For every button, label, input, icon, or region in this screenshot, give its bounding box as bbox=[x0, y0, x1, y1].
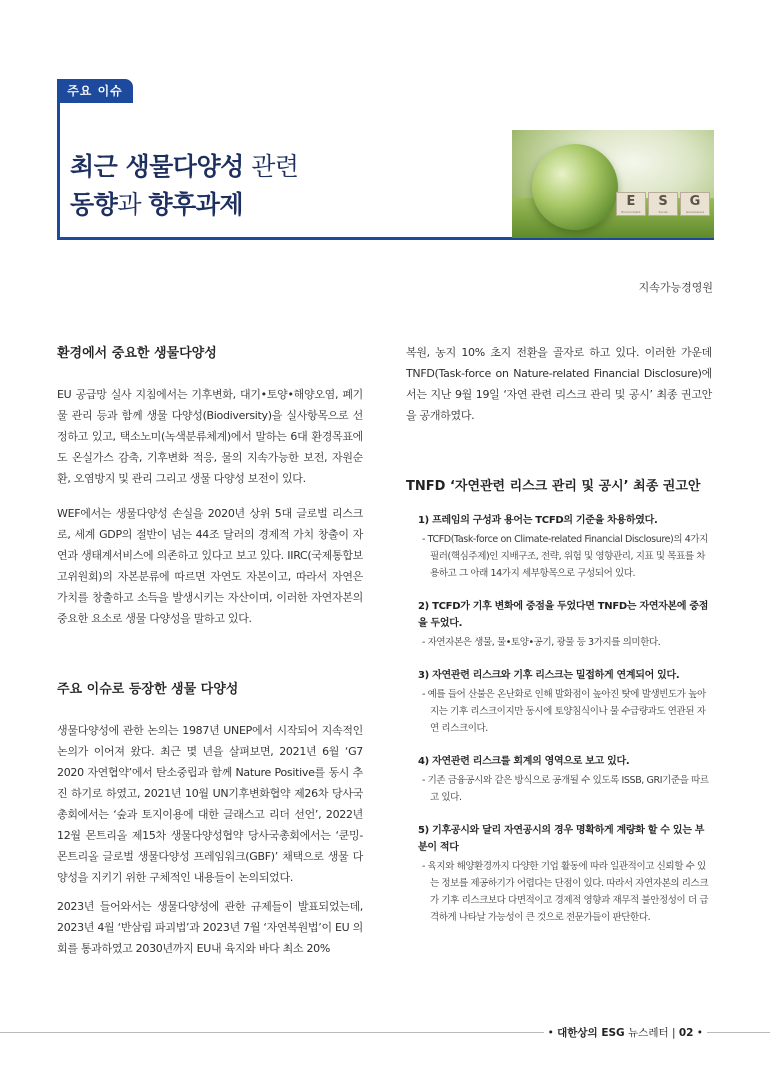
esg-block-s: S Social bbox=[648, 192, 678, 216]
paragraph: 생물다양성에 관한 논의는 1987년 UNEP에서 시작되어 지속적인 논의가 이어져 왔다. 최근 몇 년을 살펴보면, 2021년 6월 ‘G7 2020 자연협약’에서 탄소중립과 함께 Nature Positive를 동시 추진 하기로 하였고, 2021년 10월 UN기후변화협약 제26차 당사국총회에서는 ‘숲과 토지이용에 대한 글래스고 리더 선언’, 2022년 12월 몬트리올 제15차 생물다양성협약 당사국총회에서는 ‘쿤밍-몬트리올 글로벌 생물다양성 프레임워크(GBF)’ 채택으로 생물 다양성을 지키기 위한 구체적인 내용들이 논의되었다. bbox=[57, 724, 363, 884]
author: 지속가능경영원 bbox=[638, 281, 713, 294]
esg-hero-image bbox=[512, 130, 714, 238]
title-line1-bold: 최근 생물다양성 bbox=[70, 152, 244, 181]
paragraph: 2023년 들어와서는 생물다양성에 관한 규제들이 발표되었는데, 2023년 4월 ‘반삼림 파괴법’과 2023년 7월 ‘자연복원법’이 EU 의회를 통과하였고 2030년까지 EU내 육지와 바다 최소 20% bbox=[57, 900, 363, 955]
recommendation-detail: - 자연자본은 생물, 물•토양•공기, 광물 등 3가지를 의미한다. bbox=[422, 637, 661, 648]
section-heading-emerging-issue: 주요 이슈로 등장한 생물 다양성 bbox=[57, 682, 239, 697]
recommendation-item bbox=[418, 822, 712, 926]
title-line1-light: 관련 bbox=[243, 152, 299, 181]
recommendation-title: 3) 자연관련 리스크와 기후 리스크는 밀접하게 연계되어 있다. bbox=[418, 670, 680, 681]
page-footer: • 대한상의 ESG 뉴스레터 | 02 • bbox=[544, 1025, 707, 1040]
footer-separator: | bbox=[671, 1027, 676, 1039]
recommendation-item bbox=[418, 753, 712, 806]
title-line2-bold1: 동향 bbox=[70, 190, 118, 219]
recommendation-title: 4) 자연관련 리스크를 회계의 영역으로 보고 있다. bbox=[418, 756, 630, 767]
globe-icon bbox=[532, 144, 618, 230]
section-heading-biodiversity-importance: 환경에서 중요한 생물다양성 bbox=[57, 346, 217, 361]
recommendation-item bbox=[418, 598, 712, 651]
section-tag: 주요 이슈 bbox=[57, 79, 133, 103]
esg-blocks bbox=[616, 192, 710, 216]
recommendation-title: 2) TCFD가 기후 변화에 중점을 두었다면 TNFD는 자연자본에 중점을 두었다. bbox=[418, 601, 709, 629]
recommendation-detail: - 육지와 해양환경까지 다양한 기업 활동에 따라 일관적이고 신뢰할 수 있는 정보를 제공하기가 어렵다는 단점이 있다. 따라서 자연자본의 리스크가 기후 리스크보다 다면적이고 경제적 영향과 재무적 불안정성이 더 급격하게 나타날 가능성이 큰 것으로 전문가들이 판단한다. bbox=[422, 861, 709, 923]
page-number: 02 bbox=[678, 1027, 694, 1039]
footer-publisher: 대한상의 ESG bbox=[557, 1027, 625, 1039]
page-title bbox=[70, 148, 299, 224]
recommendation-title: 5) 기후공시와 달리 자연공시의 경우 명확하게 계량화 할 수 있는 부분이 적다 bbox=[418, 825, 705, 853]
recommendation-detail: - 기존 금융공시와 같은 방식으로 공개될 수 있도록 ISSB, GRI기준을 따르고 있다. bbox=[422, 775, 709, 803]
recommendation-title: 1) 프레임의 구성과 용어는 TCFD의 기준을 차용하였다. bbox=[418, 515, 658, 526]
paragraph: EU 공급망 실사 지침에서는 기후변화, 대기•토양•해양오염, 폐기물 관리 등과 함께 생물 다양성(Biodiversity)을 실사항목으로 선정하고 있고, 택소노미(녹색분류체계)에서 말하는 6대 환경목표에도 온실가스 감축, 기후변화 적응, 물의 지속가능한 보전, 자원순환, 오염방지 및 관리 그리고 생물 다양성 보전이 있다. bbox=[57, 388, 363, 485]
title-line2-bold2: 향후과제 bbox=[148, 190, 244, 219]
recommendation-detail: - 예를 들어 산불은 온난화로 인해 발화점이 높아진 탓에 발생빈도가 높아지는 기후 리스크이지만 동시에 토양침식이나 물 수급량과도 연관된 자연 리스크이다. bbox=[422, 689, 706, 734]
recommendation-item bbox=[418, 667, 712, 737]
paragraph: 복원, 농지 10% 초지 전환을 골자로 하고 있다. 이러한 가운데 TNFD(Task-force on Nature-related Financial Disclosure)에서는 지난 9월 19일 ‘자연 관련 리스크 관리 및 공시’ 최종 권고안을 공개하였다. bbox=[406, 346, 712, 422]
section-heading-tnfd: TNFD ‘자연관련 리스크 관리 및 공시’ 최종 권고안 bbox=[406, 479, 701, 494]
title-line2-light: 과 bbox=[117, 190, 149, 219]
right-column bbox=[406, 342, 712, 942]
left-column bbox=[57, 342, 363, 959]
paragraph: WEF에서는 생물다양성 손실을 2020년 상위 5대 글로벌 리스크로, 세계 GDP의 절반이 넘는 44조 달러의 경제적 가치 창출이 자연과 생태계서비스에 의존하고 있다고 보고 있다. IIRC(국제통합보고위원회)의 자본분류에 따르면 자연도 자본이고, 따라서 자연은 가치를 창출하고 소득을 발생시키는 자산이며, 이러한 자연자본의 중요한 요소로 생물 다양성을 말하고 있다. bbox=[57, 507, 363, 625]
recommendation-item bbox=[418, 512, 712, 582]
recommendation-detail: - TCFD(Task-force on Climate-related Financial Disclosure)의 4가지 필러(핵심주제)인 지배구조, 전략, 위험 및 영향관리, 지표 및 목표를 차용하고 그 아래 14가지 세부항목으로 구성되어 있다. bbox=[422, 534, 708, 579]
esg-block-e: E Environment bbox=[616, 192, 646, 216]
esg-block-g: G Governance bbox=[680, 192, 710, 216]
footer-newsletter: 뉴스레터 bbox=[628, 1027, 669, 1039]
